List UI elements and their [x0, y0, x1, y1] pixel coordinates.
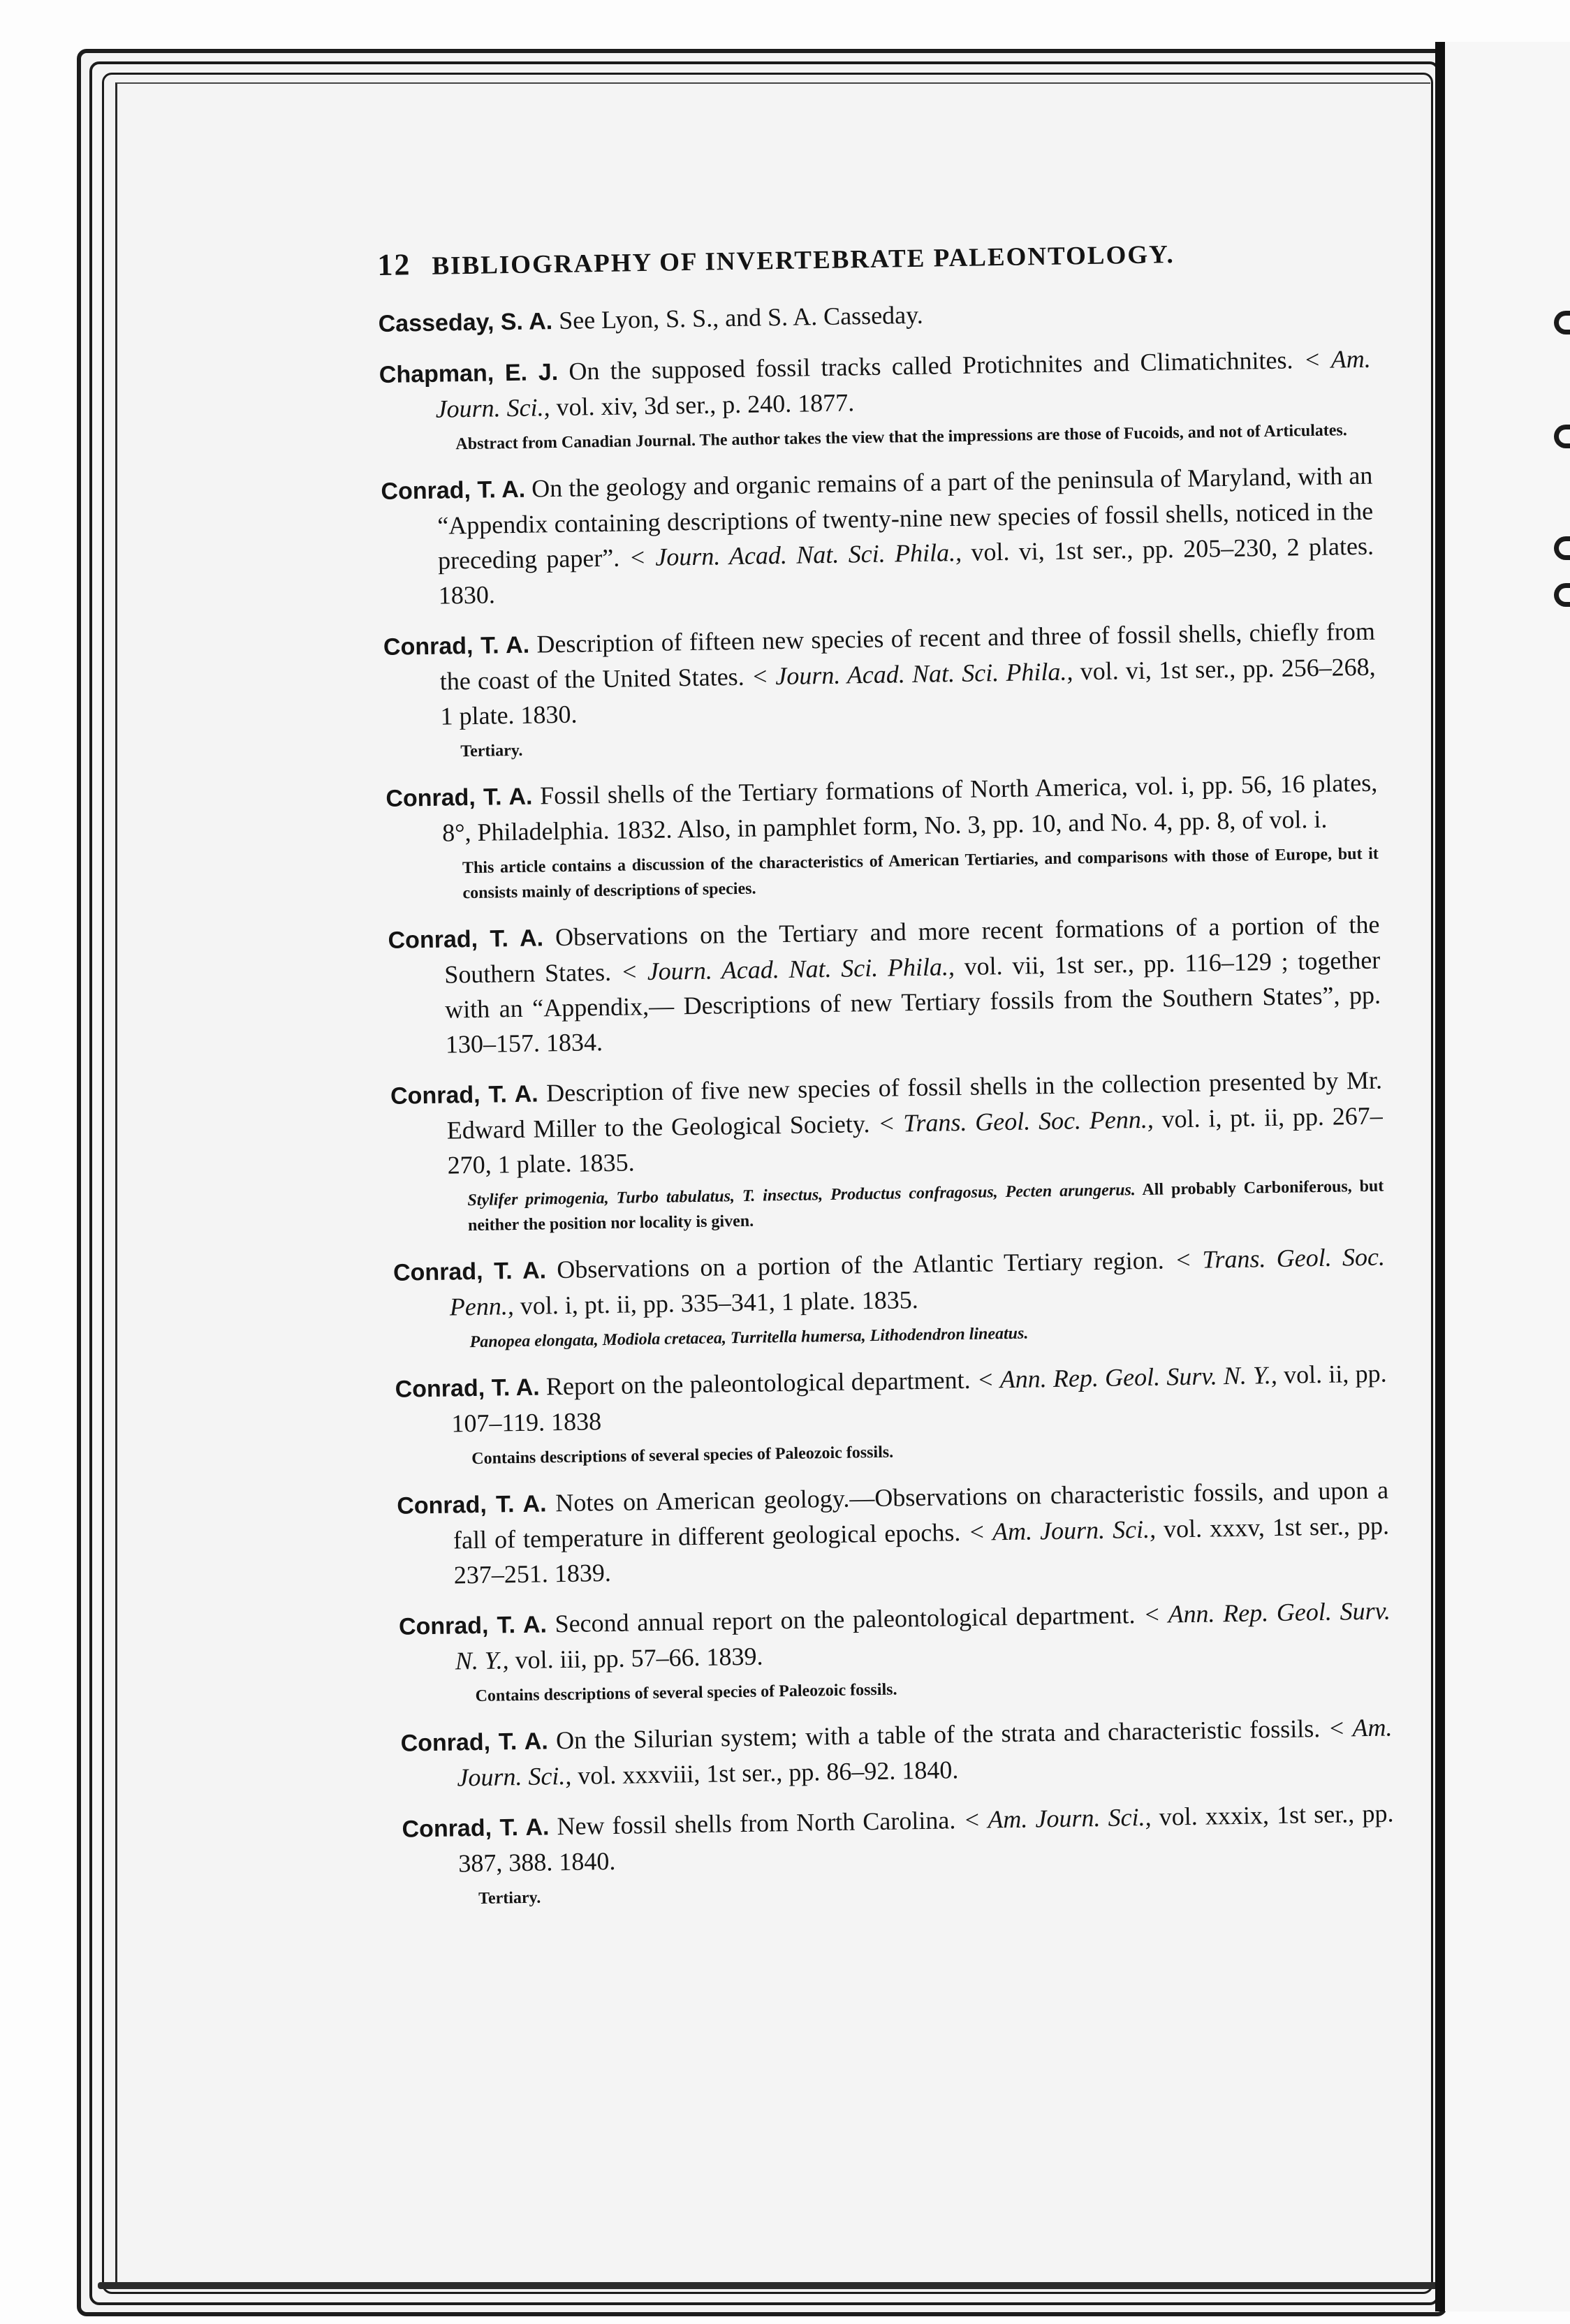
entry-note [443, 841, 1379, 906]
page-bottom-edge [98, 2282, 1439, 2289]
bibliography-entry [388, 907, 1381, 1063]
entry-author: Conrad, T. A. [402, 1814, 550, 1843]
entry-title: Second annual report on the paleontological department. [555, 1601, 1136, 1638]
entry-note-text: Contains descriptions of several species of Paleozoic fossils. [475, 1680, 897, 1706]
bibliography-entry [395, 1355, 1388, 1472]
entry-citation: < Ann. Rep. Geol. Surv. N. Y., [455, 1596, 1391, 1675]
entry-author: Chapman, E. J. [379, 358, 559, 388]
entry-citation: < Am. Journ. Sci., [457, 1713, 1393, 1792]
entry-author: Casseday, S. A. [378, 308, 553, 337]
bibliography-entry [402, 1795, 1395, 1912]
entry-citation: < Am. Journ. Sci., [968, 1515, 1157, 1546]
entry-citation: < Journ. Acad. Nat. Sci. Phila., [629, 538, 962, 572]
entry-note [459, 1871, 1395, 1911]
entry-note [452, 1432, 1388, 1471]
page-number: 12 [377, 247, 411, 282]
entry-details: vol. vii, 1st ser., pp. 116–129 ; together with an “Appendix,— Descriptions of new Tertiary fossils from the Southern States”, pp. 130–157. 1834. [444, 946, 1381, 1059]
entry-author: Conrad, T. A. [381, 476, 526, 505]
entry-details: vol. i, pt. ii, pp. 335–341, 1 plate. 1835. [520, 1286, 919, 1320]
entry-title: Description of fifteen new species of recent and three of fossil shells, chiefly from the coast of the United States. [439, 617, 1376, 696]
entry-title: Report on the paleontological department. [545, 1365, 971, 1401]
bibliography-entry [399, 1593, 1392, 1709]
bibliography-entry [386, 765, 1379, 907]
bibliography-entry [400, 1709, 1393, 1795]
entry-citation: < Trans. Geol. Soc. Penn., [449, 1242, 1386, 1321]
entry-title: Notes on American geology.—Observations on characteristic fossils, and upon a fall of temperature in different geological epochs. [453, 1476, 1389, 1554]
entry-title: Fossil shells of the Tertiary formations of North America, vol. i, pp. 56, 16 plates, 8°, Philadelphia. 1832. Also, in pamphlet form, No. 3, pp. 10, and No. 4, pp. 8, of vol. i. [441, 768, 1378, 847]
entry-note [455, 1669, 1391, 1709]
entry-author: Conrad, T. A. [395, 1374, 540, 1403]
entry-note-text: Abstract from Canadian Journal. The author takes the view that the impressions are those of Fucoids, and not of Articulates. [455, 421, 1347, 454]
entry-author: Conrad, T. A. [397, 1490, 547, 1520]
entry-title: See Lyon, S. S., and S. A. Casseday. [558, 300, 924, 334]
entry-author: Conrad, T. A. [400, 1728, 549, 1757]
entry-note-species: Stylifer primogenia, Turbo tabulatus, T. insectus, Productus confragosus, Pecten arungerus. [467, 1181, 1136, 1210]
entry-title: New fossil shells from North Carolina. [557, 1806, 956, 1841]
entry-citation: < Am. Journ. Sci., [435, 344, 1371, 423]
bibliography-entry [390, 1063, 1384, 1240]
running-title: BIBLIOGRAPHY OF INVERTEBRATE PALEONTOLOGY. [432, 240, 1175, 281]
entry-note [436, 418, 1372, 457]
bibliography-entry [379, 341, 1372, 458]
entry-title: Description of five new species of fossil shells in the collection presented by Mr. Edward Miller to the Geological Society. [446, 1066, 1383, 1145]
bibliography-entry [393, 1240, 1386, 1356]
entry-author: Conrad, T. A. [390, 1080, 538, 1110]
entry-details: vol. ii, pp. 107–119. 1838 [451, 1359, 1387, 1438]
bibliography-entry [383, 614, 1377, 765]
entry-title: On the supposed fossil tracks called Protichnites and Climatichnites. [568, 346, 1293, 385]
entry-details: vol. i, pt. ii, pp. 267–270, 1 plate. 1835. [447, 1101, 1384, 1179]
bibliography-entry [381, 458, 1374, 614]
entry-details: vol. xiv, 3d ser., p. 240. 1877. [556, 388, 855, 421]
bibliography-list [378, 290, 1395, 1913]
entry-note-text: Contains descriptions of several species of Paleozoic fossils. [471, 1443, 894, 1469]
entry-note [450, 1316, 1386, 1355]
entry-details: vol. xxxv, 1st ser., pp. 237–251. 1839. [453, 1511, 1390, 1589]
entry-details: vol. vi, 1st ser., pp. 256–268, 1 plate. 1830. [440, 652, 1376, 730]
entry-citation: < Ann. Rep. Geol. Surv. N. Y., [976, 1360, 1278, 1394]
entry-details: vol. iii, pp. 57–66. 1839. [515, 1642, 763, 1675]
entry-title: On the Silurian system; with a table of the strata and characteristic fossils. [555, 1714, 1321, 1755]
entry-author: Conrad, T. A. [398, 1611, 548, 1640]
entry-note [448, 1174, 1384, 1239]
entry-title: Observations on a portion of the Atlantic Tertiary region. [556, 1246, 1164, 1284]
entry-note-text: Tertiary. [460, 741, 523, 761]
entry-citation: < Trans. Geol. Soc. Penn., [877, 1105, 1154, 1138]
entry-author: Conrad, T. A. [392, 1257, 547, 1286]
entry-note-species: Panopea elongata, Modiola cretacea, Turritella humersa, Lithodendron lineatus. [469, 1324, 1029, 1352]
facing-page [1445, 42, 1570, 2311]
entry-author: Conrad, T. A. [388, 925, 544, 954]
entry-citation: < Journ. Acad. Nat. Sci. Phila., [751, 657, 1073, 691]
entry-citation: < Journ. Acad. Nat. Sci. Phila., [620, 953, 955, 986]
bibliography-entry [378, 290, 1370, 341]
gutter-shadow [1435, 42, 1445, 2311]
entry-note-text: Tertiary. [478, 1888, 541, 1909]
entry-citation: < Am. Journ. Sci., [963, 1802, 1152, 1834]
page-content [377, 233, 1395, 1928]
entry-note [441, 725, 1377, 765]
bibliography-entry [397, 1472, 1390, 1593]
entry-note-text: This article contains a discussion of the characteristics of American Tertiaries, and comparisons with those of Europe, but it consists mainly of descriptions of species. [462, 844, 1379, 903]
entry-author: Conrad, T. A. [383, 631, 530, 661]
entry-title: On the geology and organic remains of a part of the peninsula of Maryland, with an “Appendix containing descriptions of twenty-nine new species of fossil shells, noticed in the preceding paper”. [436, 461, 1374, 575]
entry-details: vol. xxxviii, 1st ser., pp. 86–92. 1840. [578, 1756, 959, 1790]
entry-details: vol. vi, 1st ser., pp. 205–230, 2 plates. 1830. [438, 531, 1374, 610]
entry-title: Observations on the Tertiary and more recent formations of a portion of the Southern States. [444, 910, 1380, 989]
entry-author: Conrad, T. A. [386, 783, 533, 812]
entry-details: vol. xxxix, 1st ser., pp. 387, 388. 1840. [458, 1799, 1394, 1878]
entry-note-text: All probably Carboniferous, but neither the position nor locality is given. [467, 1177, 1384, 1235]
